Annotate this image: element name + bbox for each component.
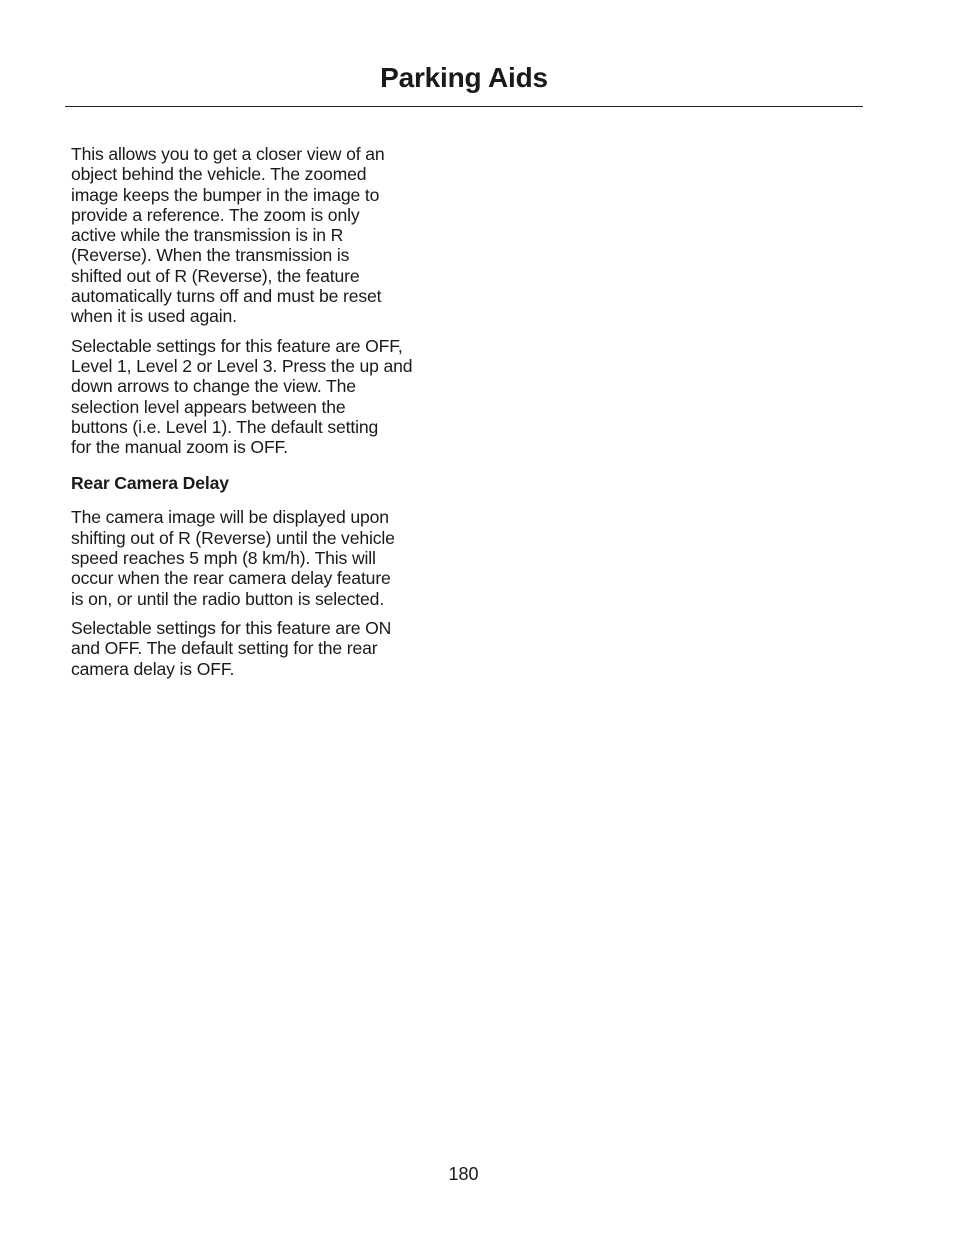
page-title: Parking Aids — [380, 62, 548, 93]
main-column — [71, 144, 449, 688]
paragraph-zoom-description: This allows you to get a closer view of an object behind the vehicle. The zoomed image keeps the bumper in the image to provide a reference. The zoom is only active while the transmission is in R (Reverse). When the transmission is shifted out of R (Reverse), the feature automatically turns off and must be reset when it is used again. — [71, 144, 385, 327]
paragraph-zoom-settings: Selectable settings for this feature are OFF, Level 1, Level 2 or Level 3. Press the up and down arrows to change the view. The selection level appears between the buttons (i.e. Level 1). The default setting for the manual zoom is OFF. — [71, 335, 413, 458]
paragraph-delay-description: The camera image will be displayed upon shifting out of R (Reverse) until the vehicle speed reaches 5 mph (8 km/h). This will occur when the rear camera delay feature is on, or until the radio button is selected. — [71, 507, 395, 609]
section-heading-rear-camera-delay: Rear Camera Delay — [71, 473, 229, 494]
page-number: 180 — [448, 1164, 479, 1184]
paragraph-delay-settings: Selectable settings for this feature are ON and OFF. The default setting for the rear camera delay is OFF. — [71, 617, 392, 679]
page-header — [65, 0, 863, 107]
